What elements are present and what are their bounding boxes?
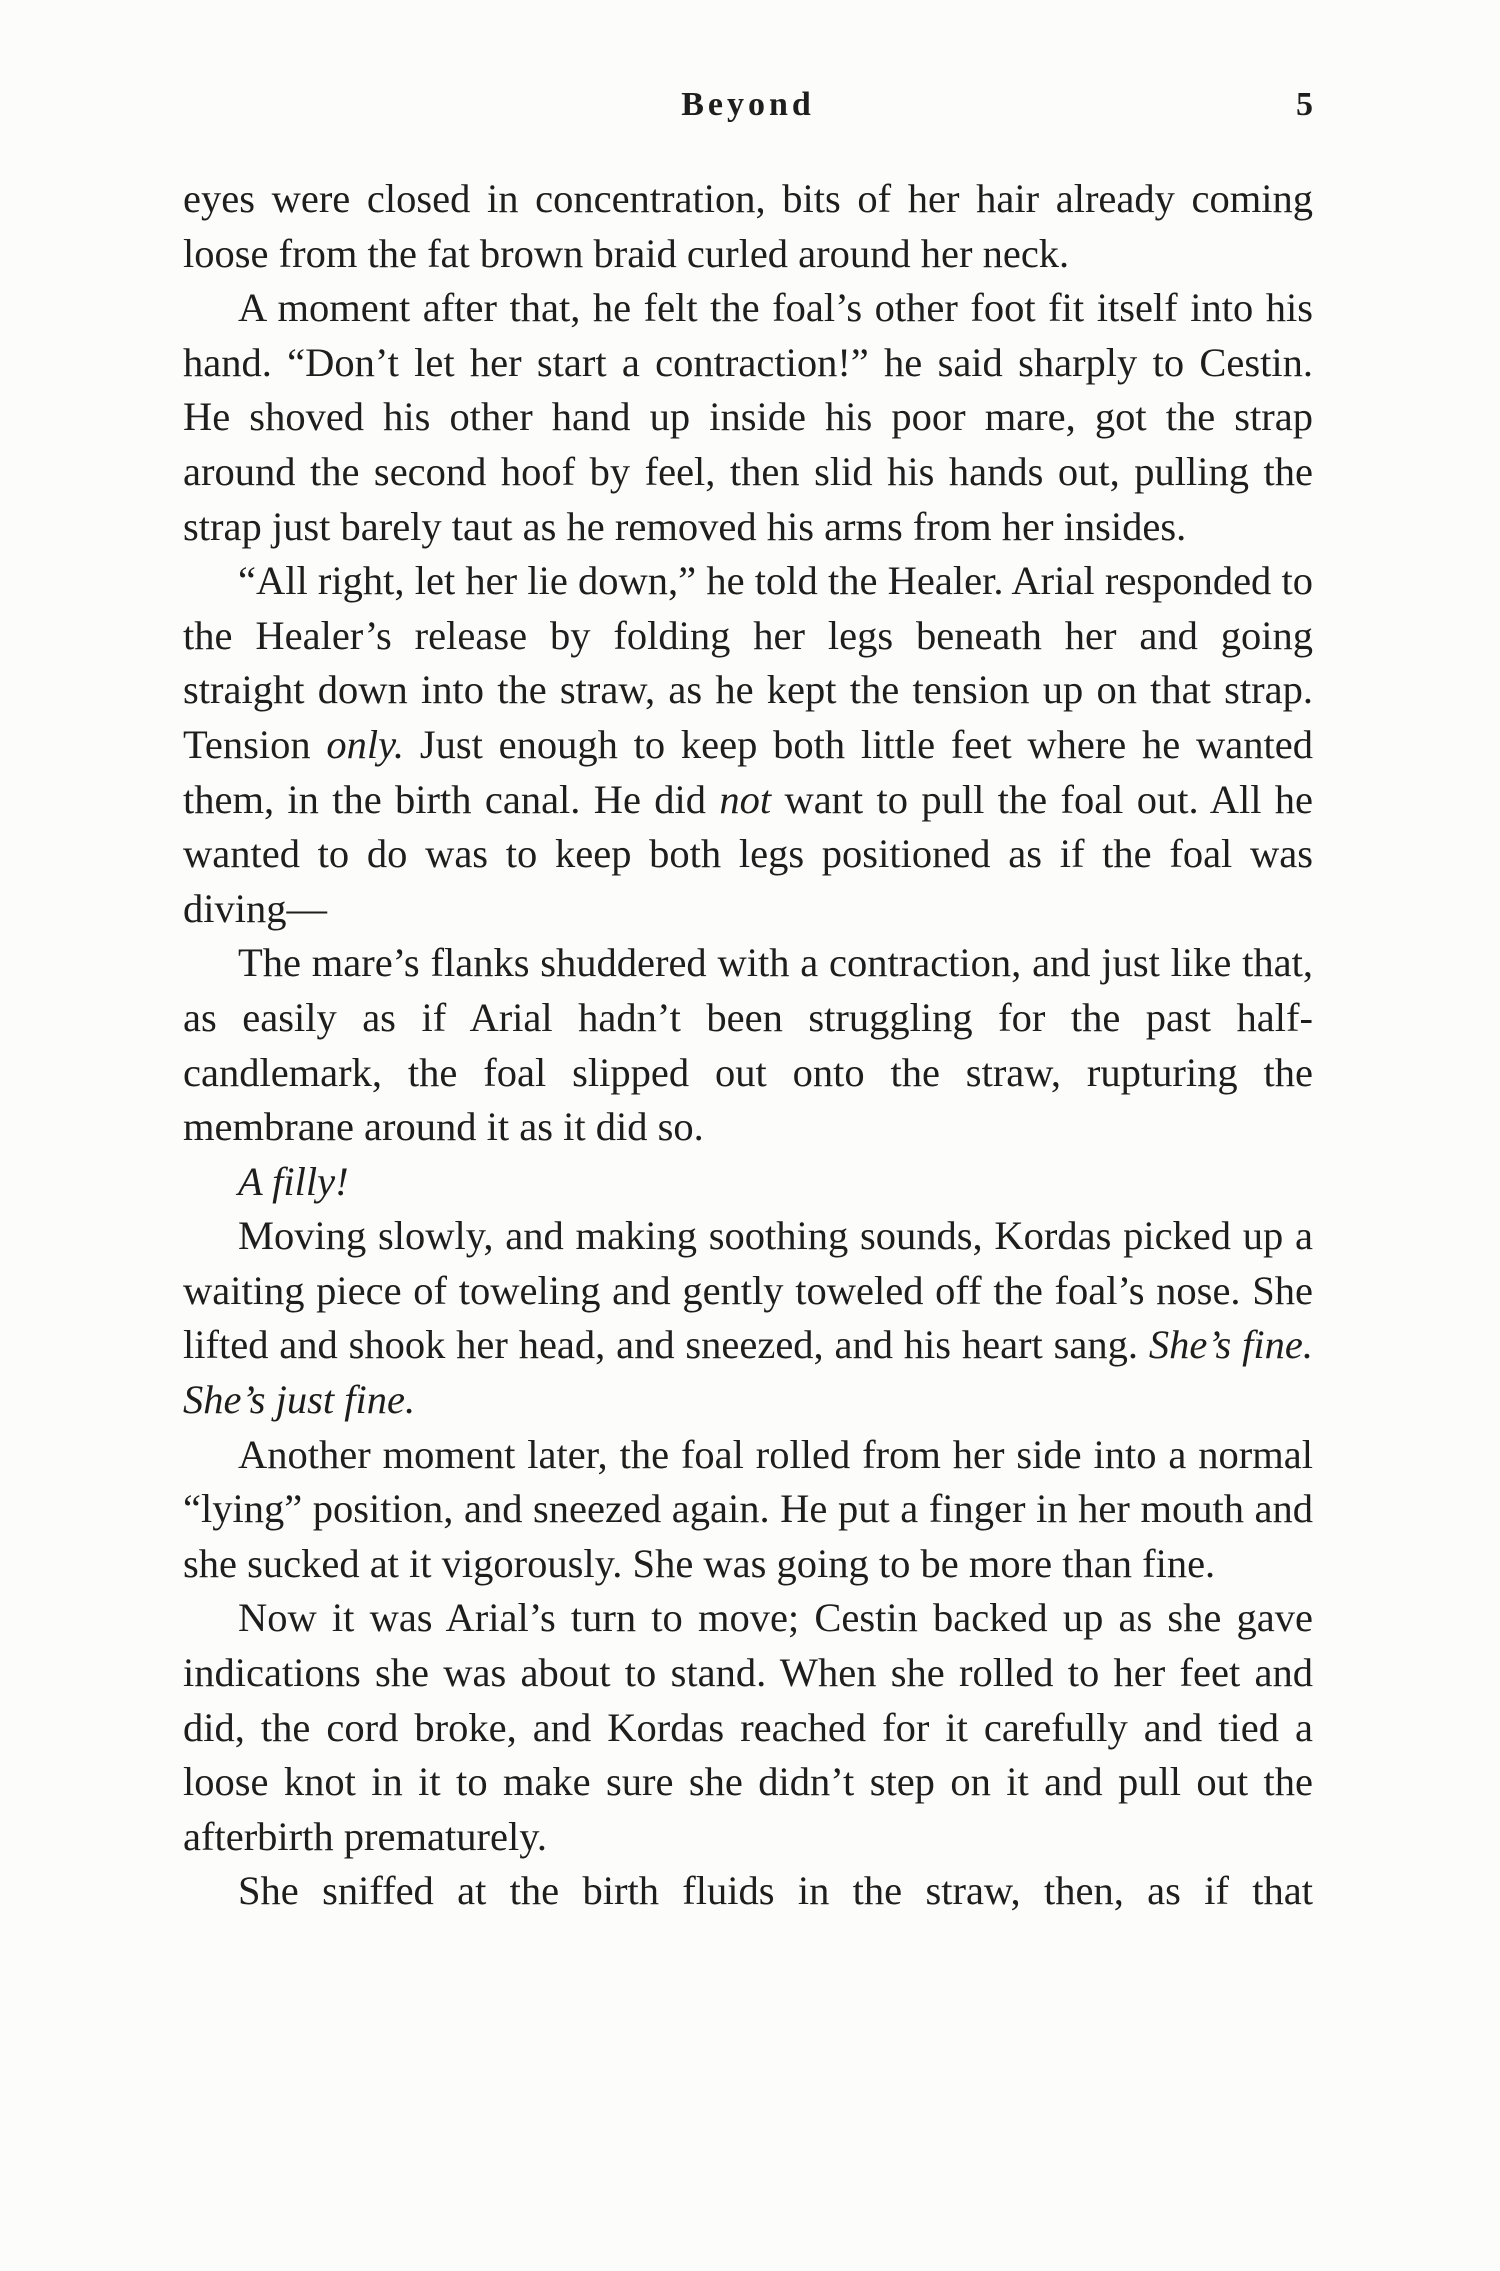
paragraph [183, 936, 1313, 1154]
body-text [183, 172, 1313, 1919]
text-run: A moment after that, he felt the foal’s other foot fit itself into his hand. “Don’t let her start a contraction!” he said sharply to Cestin. He shoved his other hand up inside his poor mare, got the strap around the second hoof by feel, then slid his hands out, pulling the strap just barely taut as he removed his arms from her insides. [183, 285, 1313, 549]
text-run: Another moment later, the foal rolled from her side into a normal “lying” position, and sneezed again. He put a finger in her mouth and she sucked at it vigorously. She was going to be more than fine. [183, 1431, 1313, 1586]
text-run: eyes were closed in concentration, bits of her hair already coming loose from the fat brown braid curled around her neck. [183, 176, 1313, 276]
italic-text: only. [326, 721, 405, 767]
italic-text: She’s fine. She’s just fine. [183, 1322, 1313, 1423]
italic-text: not [719, 776, 772, 822]
italic-text: A filly! [238, 1158, 349, 1204]
paragraph [183, 1209, 1313, 1427]
text-run: Now it was Arial’s turn to move; Cestin backed up as she gave indications she was about to stand. When she rolled to her feet and did, the cord broke, and Kordas reached for it carefully and tied a loose knot in it to make sure she didn’t step on it and pull out the afterbirth prematurely. [183, 1595, 1313, 1859]
paragraph [183, 1155, 1313, 1210]
text-run: Moving slowly, and making soothing sounds, Kordas picked up a waiting piece of toweling and gently toweled off the foal’s nose. She lifted and shook her head, and sneezed, and his heart sang. [183, 1213, 1313, 1368]
paragraph [183, 1428, 1313, 1592]
text-run: Just enough to keep both little feet where he wanted them, in the birth canal. He did [183, 721, 1313, 822]
paragraph [183, 172, 1313, 281]
paragraph [183, 554, 1313, 936]
text-run: want to pull the foal out. All he wanted to do was to keep both legs positioned as if the foal was diving— [183, 776, 1314, 931]
paragraph [183, 281, 1313, 554]
text-run: She sniffed at the birth fluids in the straw, then, as if that [238, 1868, 1313, 1914]
running-title: Beyond [681, 86, 815, 123]
paragraph [183, 1864, 1313, 1919]
page-number: 5 [1296, 86, 1313, 123]
text-run: The mare’s flanks shuddered with a contraction, and just like that, as easily as if Arial hadn’t been struggling for the past half-candlemark, the foal slipped out onto the straw, rupturing the membrane around it as it did so. [183, 940, 1313, 1150]
paragraph [183, 1591, 1313, 1864]
running-head [183, 86, 1313, 136]
text-run: “All right, let her lie down,” he told the Healer. Arial responded to the Healer’s release by folding her legs beneath her and going straight down into the straw, as he kept the tension up on that strap. Tension [183, 558, 1313, 767]
